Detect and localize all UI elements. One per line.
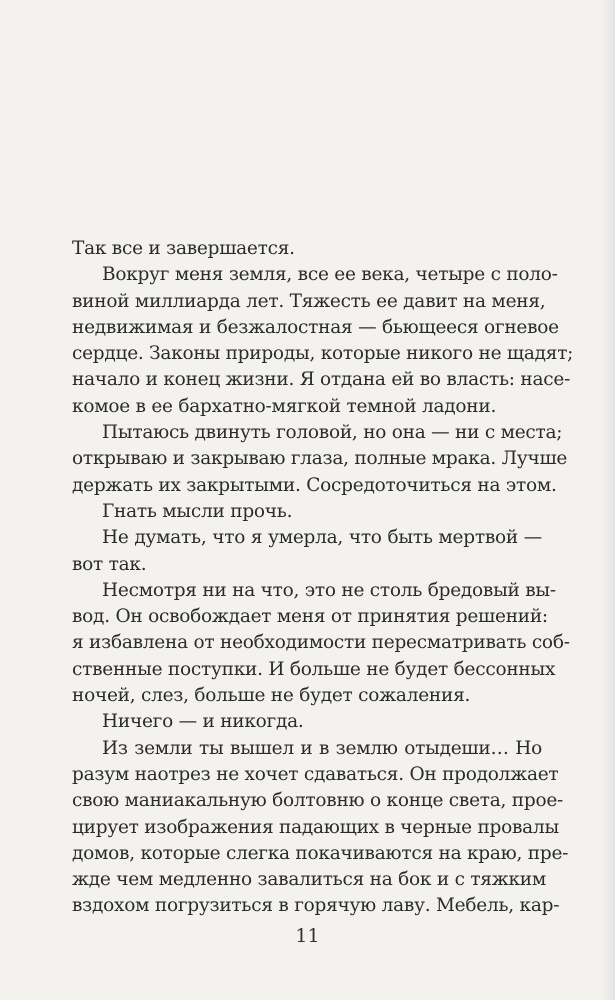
text-line: начало и конец жизни. Я отдана ей во власть: насе-: [72, 369, 571, 391]
text-line: недвижимая и безжалостная — бьющееся огневое: [72, 316, 559, 338]
text-line: цирует изображения падающих в черные провалы: [72, 816, 559, 838]
text-line: Вокруг меня земля, все ее века, четыре с поло-: [102, 264, 558, 286]
text-line: виной миллиарда лет. Тяжесть ее давит на меня,: [72, 290, 546, 312]
text-line: жде чем медленно завалиться на бок и с тяжким: [72, 869, 547, 891]
text-line: ночей, слез, больше не будет сожаления.: [72, 685, 471, 707]
text-line: Гнать мысли прочь.: [102, 500, 293, 522]
page-edge-shadow: [601, 0, 615, 1000]
page-number: 11: [295, 925, 320, 947]
text-line: домов, которые слегка покачиваются на краю, пре-: [72, 842, 569, 864]
text-line: свою маниакальную болтовню о конце света, прое-: [72, 790, 564, 812]
text-line: вод. Он освобождает меня от принятия решений:: [72, 606, 548, 628]
text-line: Из земли ты вышел и в землю отыдеши… Но: [102, 737, 542, 759]
text-line: я избавлена от необходимости пересматривать соб-: [72, 632, 570, 654]
text-line: вот так.: [72, 553, 147, 575]
text-line: держать их закрытыми. Сосредоточиться на этом.: [72, 474, 557, 496]
text-line: вздохом погрузиться в горячую лаву. Мебель, кар-: [72, 895, 560, 917]
text-line: разум наотрез не хочет сдаваться. Он продолжает: [72, 763, 559, 785]
text-line: Несмотря ни на что, это не столь бредовый вы-: [102, 579, 556, 601]
text-line: сердце. Законы природы, которые никого не щадят;: [72, 343, 574, 365]
text-line: ственные поступки. И больше не будет бессонных: [72, 658, 556, 680]
text-line: Ничего — и никогда.: [102, 711, 304, 733]
body-text: [72, 236, 574, 920]
text-line: Пытаюсь двинуть головой, но она — ни с места;: [102, 422, 563, 444]
text-line: открываю и закрываю глаза, полные мрака. Лучше: [72, 448, 568, 470]
text-line: Так все и завершается.: [72, 238, 295, 259]
text-line: комое в ее бархатно-мягкой темной ладони.: [72, 395, 497, 417]
text-line: Не думать, что я умерла, что быть мертвой —: [102, 527, 542, 549]
